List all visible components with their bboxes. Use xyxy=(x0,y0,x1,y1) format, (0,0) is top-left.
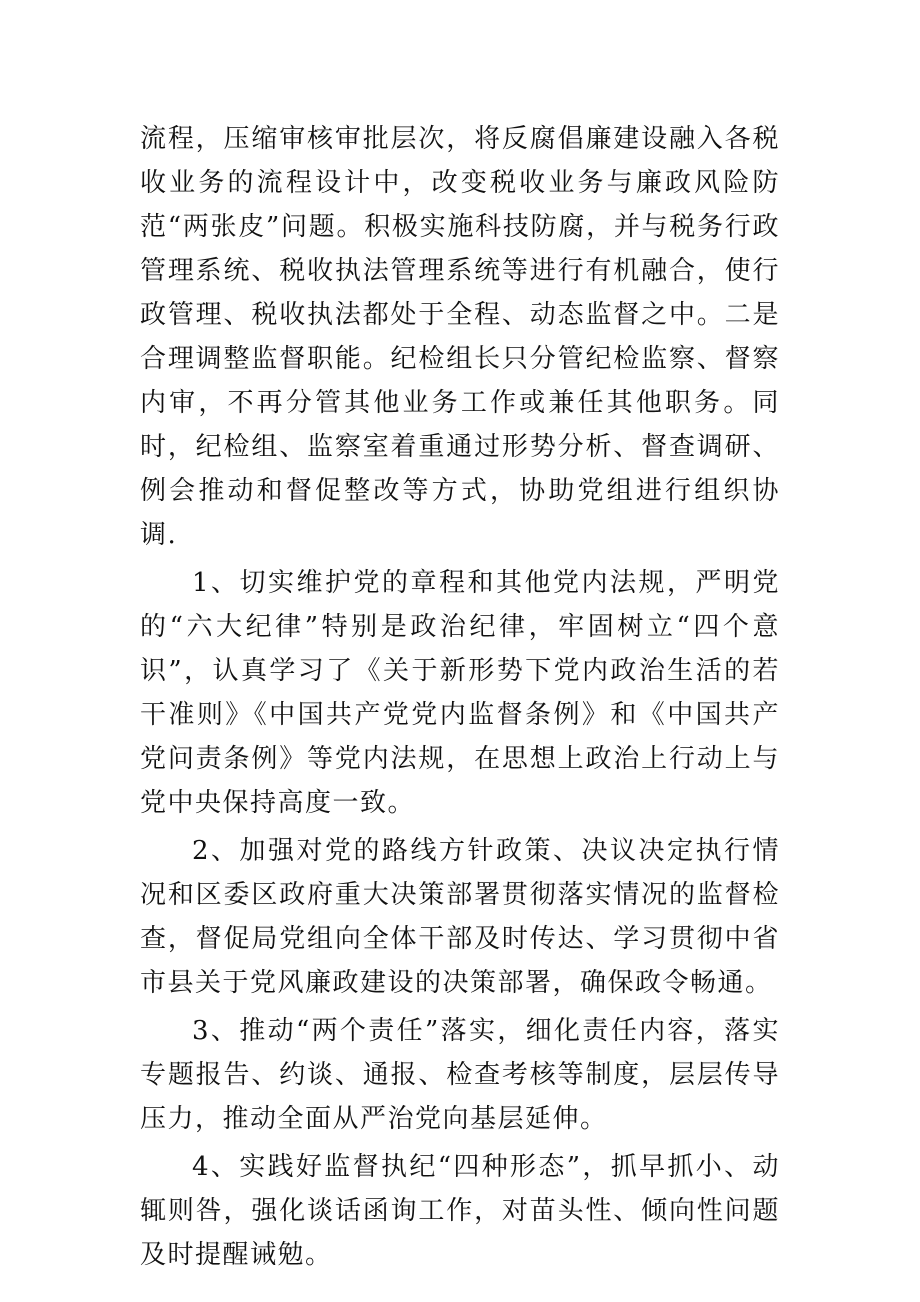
document-page xyxy=(140,117,780,1281)
paragraph-continuation: 流程，压缩审核审批层次，将反腐倡廉建设融入各税收业务的流程设计中，改变税收业务与廉政风险防范“两张皮”问题。积极实施科技防腐，并与税务行政管理系统、税收执法管理系统等进行有机融合，使行政管理、税收执法都处于全程、动态监督之中。二是合理调整监督职能。纪检组长只分管纪检监察、督察内审，不再分管其他业务工作或兼任其他职务。同时，纪检组、监察室着重通过形势分析、督查调研、例会推动和督促整改等方式，协助党组进行组织协调. xyxy=(140,124,780,550)
paragraph-item-3: 3、推动“两个责任”落实，细化责任内容，落实专题报告、约谈、通报、检查考核等制度，层层传导压力，推动全面从严治党向基层延伸。 xyxy=(140,1016,780,1134)
paragraph-item-4: 4、实践好监督执纪“四种形态”，抓早抓小、动辄则咎，强化谈话函询工作，对苗头性、倾向性问题及时提醒诫勉。 xyxy=(140,1152,780,1270)
paragraph-item-1: 1、切实维护党的章程和其他党内法规，严明党的“六大纪律”特别是政治纪律，牢固树立“四个意识”，认真学习了《关于新形势下党内政治生活的若干准则》《中国共产党党内监督条例》和《中国共产党问责条例》等党内法规，在思想上政治上行动上与党中央保持高度一致。 xyxy=(140,568,780,818)
paragraph-item-2: 2、加强对党的路线方针政策、决议决定执行情况和区委区政府重大决策部署贯彻落实情况的监督检查，督促局党组向全体干部及时传达、学习贯彻中省市县关于党风廉政建设的决策部署，确保政令畅通。 xyxy=(140,836,780,998)
